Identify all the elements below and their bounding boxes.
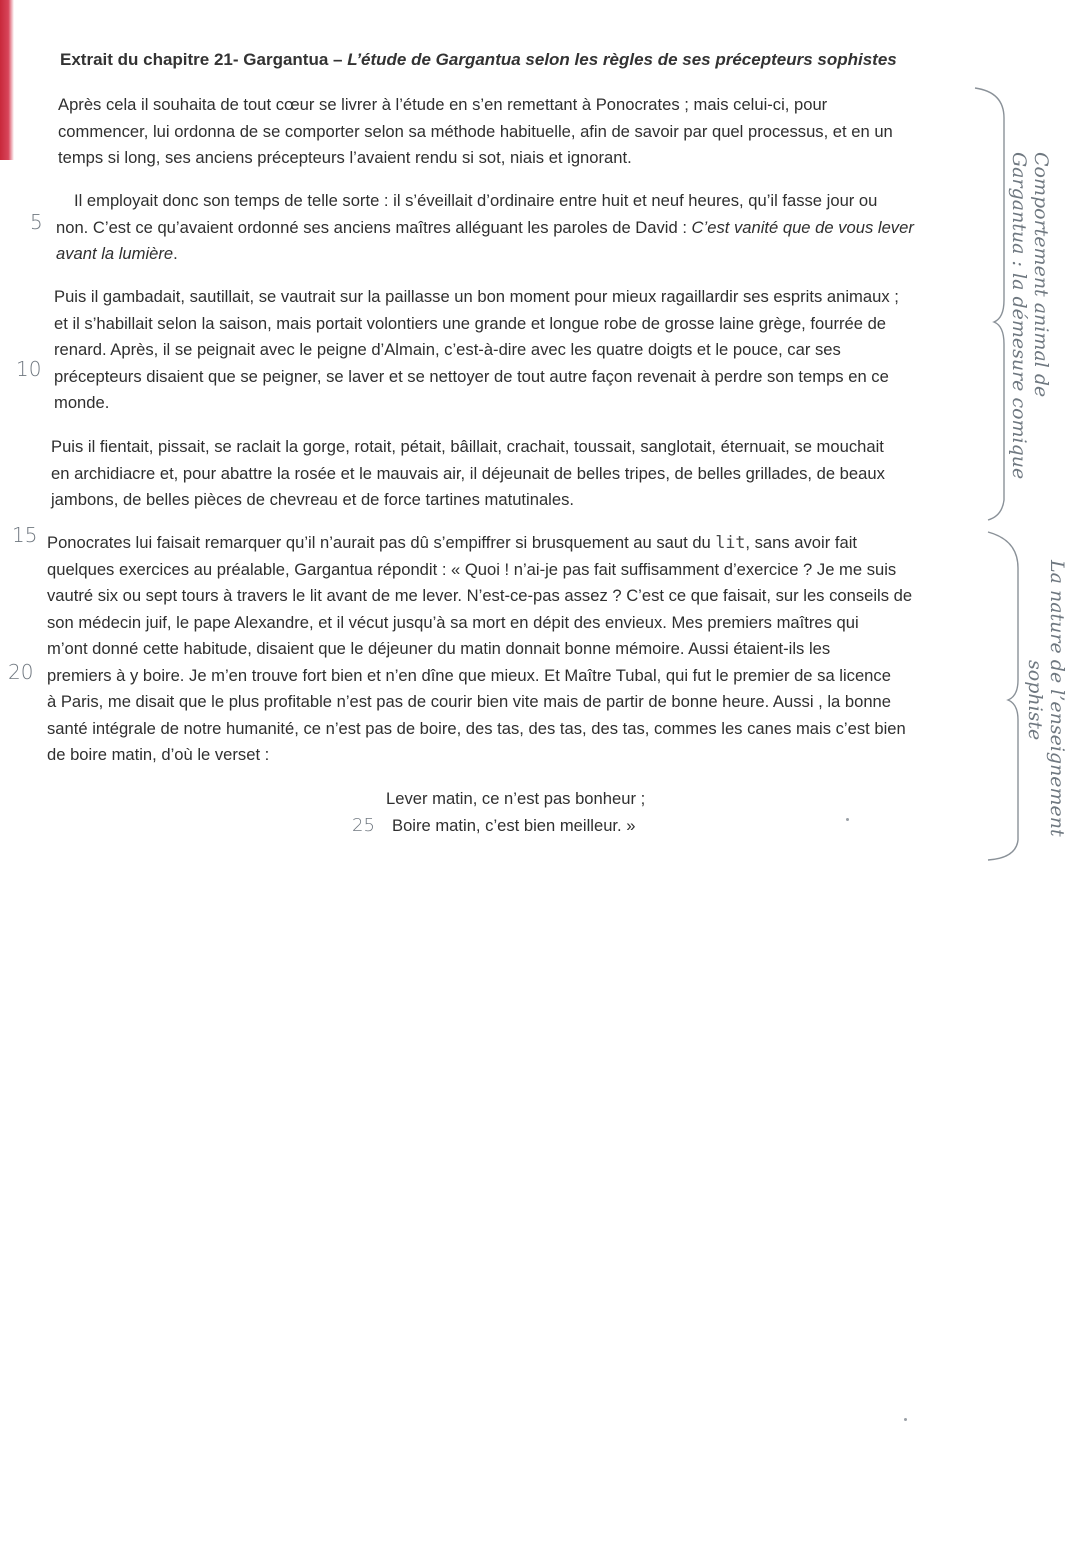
text-line: quelques exercices au préalable, Gargantua répondit : « Quoi ! n’ai-je pas fait suffisamment d’exercice ? Je me suis <box>47 559 897 579</box>
text-line: jambons, de belles pièces de chevreau et de force tartines matutinales. <box>51 490 575 509</box>
annotation-line: Comportement animal de <box>1030 152 1052 398</box>
quote-italic: avant la lumière <box>56 244 174 263</box>
text-line: commencer, lui ordonna de se comporter selon sa méthode habituelle, afin de savoir par quel processus, et en un <box>58 121 893 141</box>
text-span: non. C’est ce qu’avaient ordonné ses anciens maîtres alléguant les paroles de David : <box>56 217 692 237</box>
quote-italic: C’est vanité que de vous lever <box>691 217 914 237</box>
text-span: , sans avoir fait <box>745 533 857 552</box>
text-line: son médecin juif, le pape Alexandre, et il vécut jusqu’à sa mort en dépit des envieux. Mes premiers maîtres qui <box>47 612 859 632</box>
text-line: monde. <box>54 393 110 412</box>
text-line: et il s’habillait selon la saison, mais portait volontiers une grande et longue robe de grosse laine grège, fourrée de <box>54 313 887 333</box>
text-line: de boire matin, d’où le verset : <box>47 745 270 764</box>
text-span: Ponocrates lui faisait remarquer qu’il n’aurait pas dû s’empiffrer si brusquement au saut du <box>47 533 716 552</box>
verse-line: Lever matin, ce n’est pas bonheur ; <box>386 789 646 808</box>
text-line: Puis il gambadait, sautillait, se vautrait sur la paillasse un bon moment pour mieux ragaillardir ses esprits animaux ; <box>54 287 899 306</box>
annotation-behaviour <box>1008 152 1052 479</box>
text-line: à Paris, me disait que le plus profitable n’est pas de courir bien vite mais de partir de bonne heure. Aussi , la bonne <box>47 692 892 711</box>
speck <box>846 818 849 821</box>
brace-lower <box>988 532 1018 860</box>
text-line: renard. Après, il se peignait avec le peigne d’Almain, c’est-à-dire avec les quatre doigts et le pouce, car ses <box>54 340 841 359</box>
text-line: m’ont donné cette habitude, disaient que le déjeuner du matin donnait bonne mémoire. Aussi étaient-ils les <box>47 639 831 658</box>
verse-line: Boire matin, c’est bien meilleur. » <box>392 815 636 835</box>
title-italic: L’étude de Gargantua selon les règles de ses précepteurs sophistes <box>347 50 897 69</box>
text-line: santé intégrale de notre humanité, ce n’est pas de boire, des tas, des tas, des tas, commes les canes mais c’est bien <box>47 718 906 738</box>
annotation-teaching <box>1024 560 1068 837</box>
annotation-line: sophiste <box>1024 660 1046 741</box>
speck <box>904 1418 907 1421</box>
text-line: Il employait donc son temps de telle sorte : il s’éveillait d’ordinaire entre huit et neuf heures, qu’il fasse jour ou <box>74 191 878 210</box>
line-number-10: 10 <box>16 357 42 381</box>
text-line: précepteurs disaient que se peigner, se laver et se nettoyer de tout autre façon revenait à perdre son temps en ce <box>54 366 889 386</box>
line-number-15: 15 <box>12 523 38 547</box>
text-span: . <box>173 244 178 263</box>
text-line: vautré six ou sept tours à travers le lit avant de me lever. N’est-ce-pas assez ? C’est ce que faisait, sur les conseils de <box>47 586 913 605</box>
line-number-5: 5 <box>30 210 43 234</box>
text-line: Puis il fientait, pissait, se raclait la gorge, rotait, pétait, bâillait, crachait, toussait, sanglotait, éternuait, se mouchait <box>51 437 884 456</box>
annotation-line: La nature de l’enseignement <box>1046 560 1068 837</box>
brace-upper <box>975 88 1004 520</box>
text-line: Après cela il souhaita de tout cœur se livrer à l’étude en s’en remettant à Ponocrates ; mais celui-ci, pour <box>58 95 828 114</box>
annotation-line: Gargantua : la démesure comique <box>1008 152 1030 480</box>
handwritten-word: lit <box>715 533 746 552</box>
title-main: Extrait du chapitre 21- Gargantua – <box>60 50 348 69</box>
line-number-20: 20 <box>8 660 34 684</box>
text-line: en archidiacre et, pour abattre la rosée et le mauvais air, il déjeunait de belles tripes, de belles grillades, de beaux <box>51 463 885 483</box>
line-number-25: 25 <box>352 815 375 836</box>
text-line: premiers à y boire. Je m’en trouve fort bien et n’en dîne que mieux. Et Maître Tubal, qui fut le premier de sa licence <box>47 665 891 685</box>
text-line: temps si long, ses anciens précepteurs l’avaient rendu si sot, niais et ignorant. <box>58 148 632 167</box>
